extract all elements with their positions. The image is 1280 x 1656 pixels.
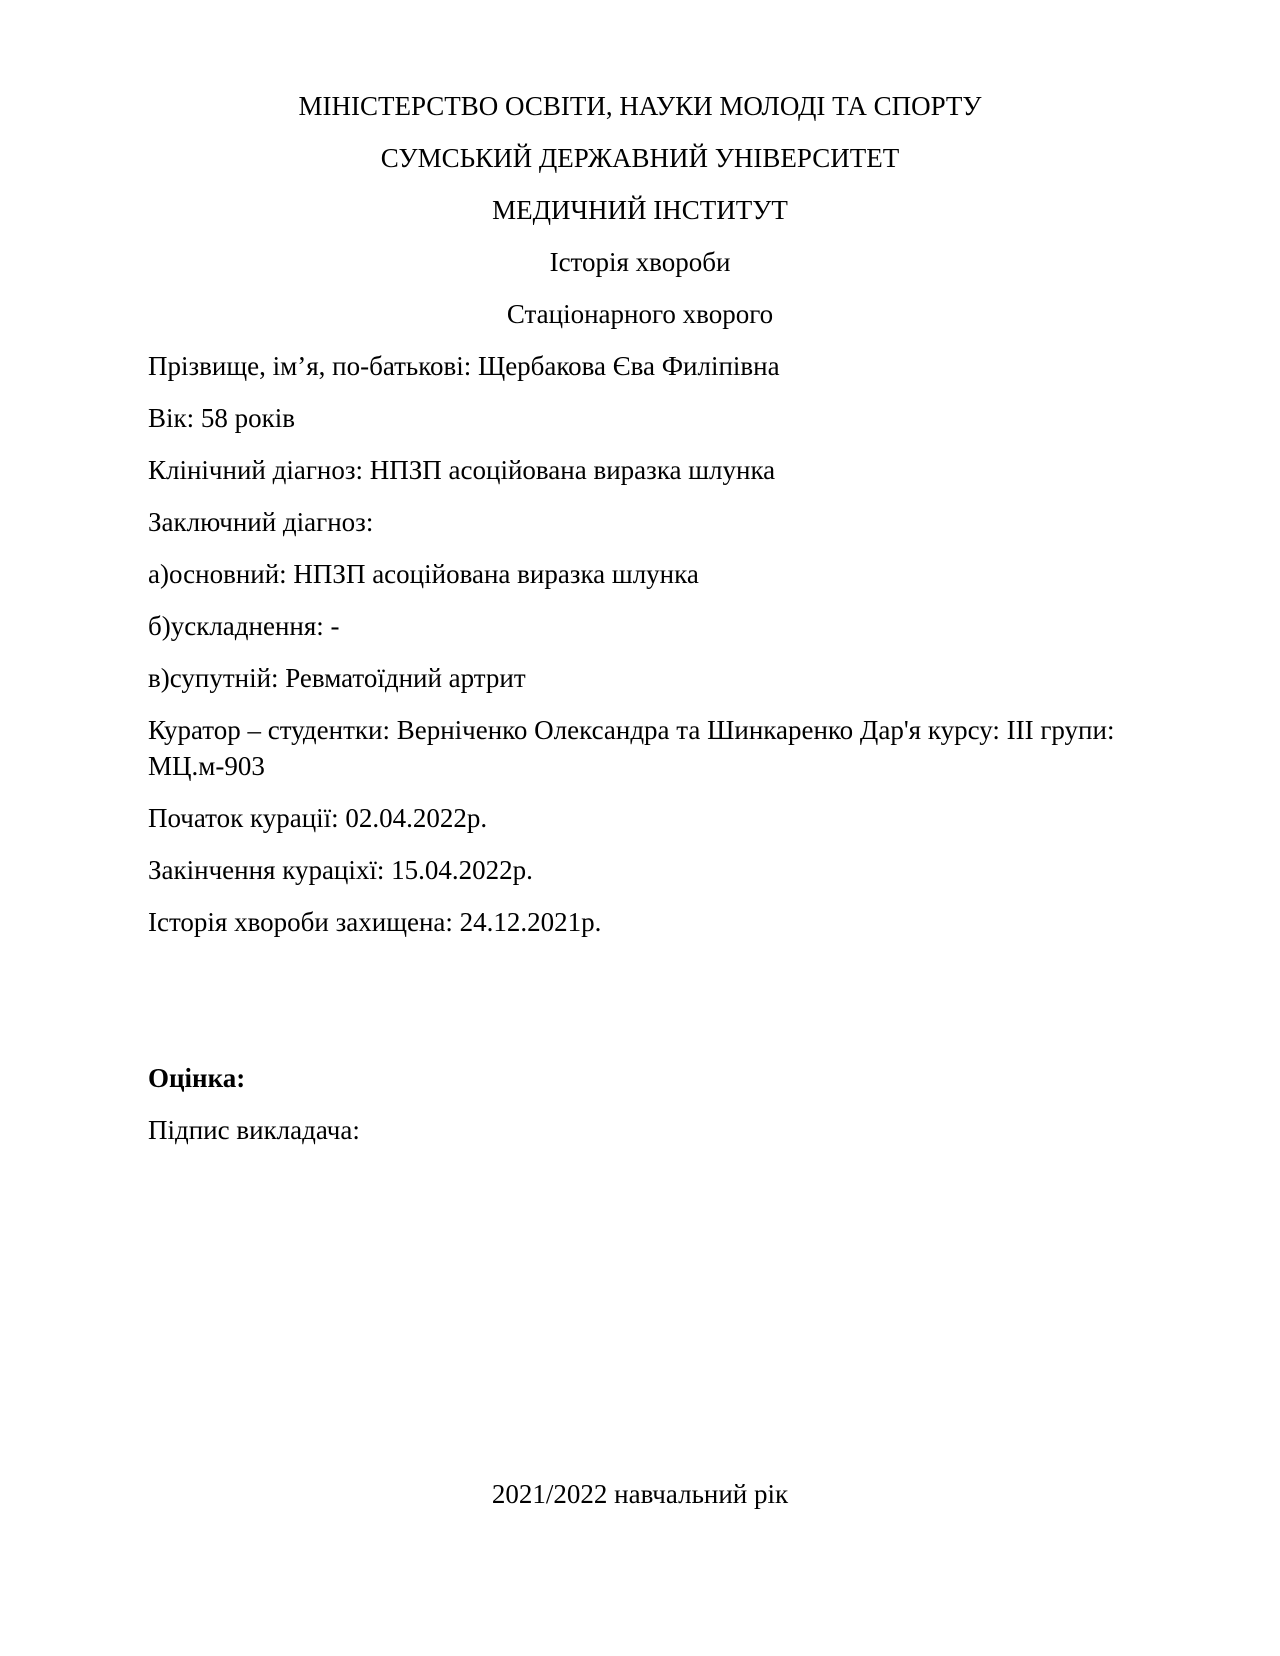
academic-year: 2021/2022 навчальний рік: [491, 1479, 789, 1509]
curation-end: Закінчення курацiхї: 15.04.2022р.: [148, 855, 533, 885]
curators: Куратор – студентки: Верніченко Олександра та Шинкаренко Дар'я курсу: ІІІ групи: МЦ.м-903: [148, 715, 1115, 781]
patient-age: Вік: 58 років: [148, 403, 295, 433]
clinical-diagnosis: Клінічний діагноз: НПЗП асоційована виразка шлунка: [148, 455, 776, 485]
document-title: Історія хвороби: [549, 247, 731, 277]
signature-label: Підпис викладача:: [148, 1115, 360, 1145]
concomitant-diagnosis: в)супутній: Ревматоїдний артрит: [148, 663, 526, 693]
grade-label: Оцінка:: [148, 1063, 246, 1093]
history-defended: Історія хвороби захищена: 24.12.2021р.: [148, 907, 602, 937]
complications: б)ускладнення: -: [148, 611, 340, 641]
final-diagnosis-label: Заключний діагноз:: [148, 507, 374, 537]
university-heading: СУМСЬКИЙ ДЕРЖАВНИЙ УНІВЕРСИТЕТ: [380, 143, 900, 173]
patient-name: Прізвище, ім’я, по-батькові: Щербакова Єва Филіпівна: [148, 351, 780, 381]
institute-heading: МЕДИЧНИЙ ІНСТИТУТ: [492, 195, 788, 225]
document-subtitle: Стаціонарного хворого: [506, 299, 774, 329]
curation-start: Початок курації: 02.04.2022р.: [148, 803, 488, 833]
main-diagnosis: а)основний: НПЗП асоційована виразка шлунка: [148, 559, 699, 589]
ministry-heading: МІНІСТЕРСТВО ОСВІТИ, НАУКИ МОЛОДІ ТА СПОРТУ: [298, 91, 982, 121]
